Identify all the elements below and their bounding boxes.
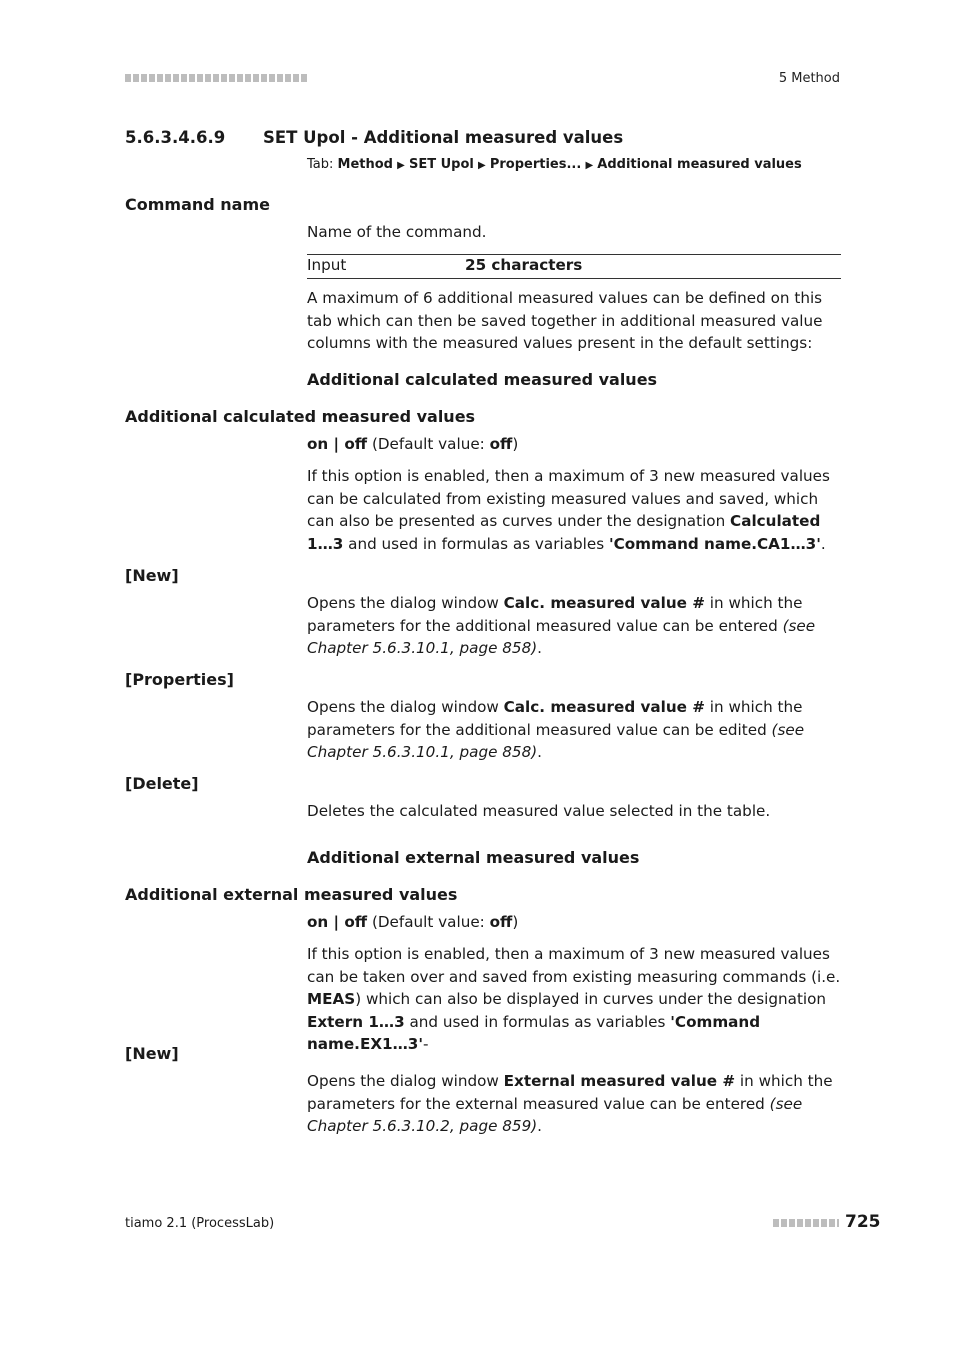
tab-path-method: Method xyxy=(337,157,393,172)
ext-text-e: and used in formulas as variables xyxy=(404,1012,671,1031)
calc-default xyxy=(307,433,841,456)
ext-default-value: off xyxy=(489,913,513,931)
header-decoration xyxy=(125,74,307,82)
ext-default-suffix: ) xyxy=(512,913,519,931)
input-table xyxy=(307,254,841,279)
calc-text-c: and used in formulas as variables xyxy=(343,534,609,553)
tab-path-prefix: Tab: xyxy=(307,157,334,172)
calc-text-e: . xyxy=(820,534,826,553)
calc-props-e: . xyxy=(537,743,542,762)
calc-description xyxy=(307,465,841,555)
input-label: Input xyxy=(307,256,347,274)
calc-default-suffix: ) xyxy=(512,435,519,453)
calc-subheading: Additional calculated measured values xyxy=(307,370,658,389)
calc-new-b: Calc. measured value # xyxy=(503,594,705,612)
calc-new-c: in which the parameters for the additional measured value can be entered xyxy=(307,594,803,635)
ext-text-f: 'Command name.EX1…3' xyxy=(307,1012,761,1054)
arrow-icon: ▶ xyxy=(478,160,486,171)
calc-text-a: If this option is enabled, then a maximum of 3 new measured values can be calculated from existing measured values and saved, which can also be presented as curves under the designation xyxy=(307,467,830,531)
ext-default-prefix: (Default value: xyxy=(371,913,490,931)
tab-path-setupol: SET Upol xyxy=(408,157,474,172)
ext-text-g: - xyxy=(423,1035,429,1054)
input-value: 25 characters xyxy=(465,256,583,274)
calc-properties-description xyxy=(307,696,841,764)
ext-new-description xyxy=(307,1070,841,1138)
calc-text-b: Calculated 1…3 xyxy=(307,512,821,553)
calc-props-c: in which the parameters for the additional measured value can be edited xyxy=(307,698,803,739)
ext-new-ref[interactable]: (see Chapter 5.6.3.10.2, page 859) xyxy=(307,1094,803,1136)
ext-new-a: Opens the dialog window xyxy=(307,1072,504,1090)
ext-onoff: on | off xyxy=(307,913,368,931)
ext-new-heading: [New] xyxy=(125,1044,179,1063)
page-number: 725 xyxy=(845,1212,881,1232)
calc-delete-description: Deletes the calculated measured value selected in the table. xyxy=(307,802,771,820)
calc-new-heading: [New] xyxy=(125,566,179,585)
header-chapter: 5 Method xyxy=(778,71,840,86)
calc-properties-heading: [Properties] xyxy=(125,670,234,689)
calc-props-b: Calc. measured value # xyxy=(503,698,705,716)
calc-props-ref[interactable]: (see Chapter 5.6.3.10.1, page 858) xyxy=(307,720,805,762)
tab-path xyxy=(307,157,802,172)
calc-heading: Additional calculated measured values xyxy=(125,407,476,426)
ext-text-c: ) which can also be displayed in curves under the designation xyxy=(355,990,827,1009)
ext-text-b: MEAS xyxy=(307,990,356,1009)
calc-onoff: on | off xyxy=(307,435,368,453)
calc-text-d: 'Command name.CA1…3' xyxy=(608,534,821,553)
calc-new-ref[interactable]: (see Chapter 5.6.3.10.1, page 858) xyxy=(307,616,816,658)
calc-new-e: . xyxy=(537,639,542,658)
ext-new-b: External measured value # xyxy=(503,1072,736,1090)
ext-subheading: Additional external measured values xyxy=(307,848,640,867)
ext-text-d: Extern 1…3 xyxy=(307,1012,405,1031)
calc-delete-heading: [Delete] xyxy=(125,774,199,793)
calc-default-value: off xyxy=(489,435,513,453)
calc-new-a: Opens the dialog window xyxy=(307,594,504,612)
command-name-description: Name of the command. xyxy=(307,223,487,241)
calc-new-description xyxy=(307,592,841,660)
calc-props-a: Opens the dialog window xyxy=(307,698,504,716)
ext-description xyxy=(307,943,841,1056)
footer-product: tiamo 2.1 (ProcessLab) xyxy=(125,1216,275,1231)
command-name-paragraph: A maximum of 6 additional measured values can be defined on this tab which can then be saved together in additional measured value columns with the measured values present in the default settings: xyxy=(307,289,823,353)
footer-decoration xyxy=(773,1219,839,1227)
ext-new-c: in which the parameters for the external measured value can be entered xyxy=(307,1072,833,1113)
ext-new-e: . xyxy=(537,1117,542,1136)
ext-heading: Additional external measured values xyxy=(125,885,458,904)
tab-path-additional: Additional measured values xyxy=(597,157,802,172)
tab-path-properties: Properties... xyxy=(489,157,582,172)
command-name-heading: Command name xyxy=(125,195,270,214)
calc-default-prefix: (Default value: xyxy=(371,435,490,453)
arrow-icon: ▶ xyxy=(585,160,594,171)
ext-default xyxy=(307,911,841,934)
ext-text-a: If this option is enabled, then a maximum of 3 new measured values can be taken over and saved from existing measuring commands (i.e. xyxy=(307,945,841,986)
section-title: SET Upol - Additional measured values xyxy=(263,128,624,147)
section-number: 5.6.3.4.6.9 xyxy=(125,128,226,147)
arrow-icon: ▶ xyxy=(397,160,405,171)
